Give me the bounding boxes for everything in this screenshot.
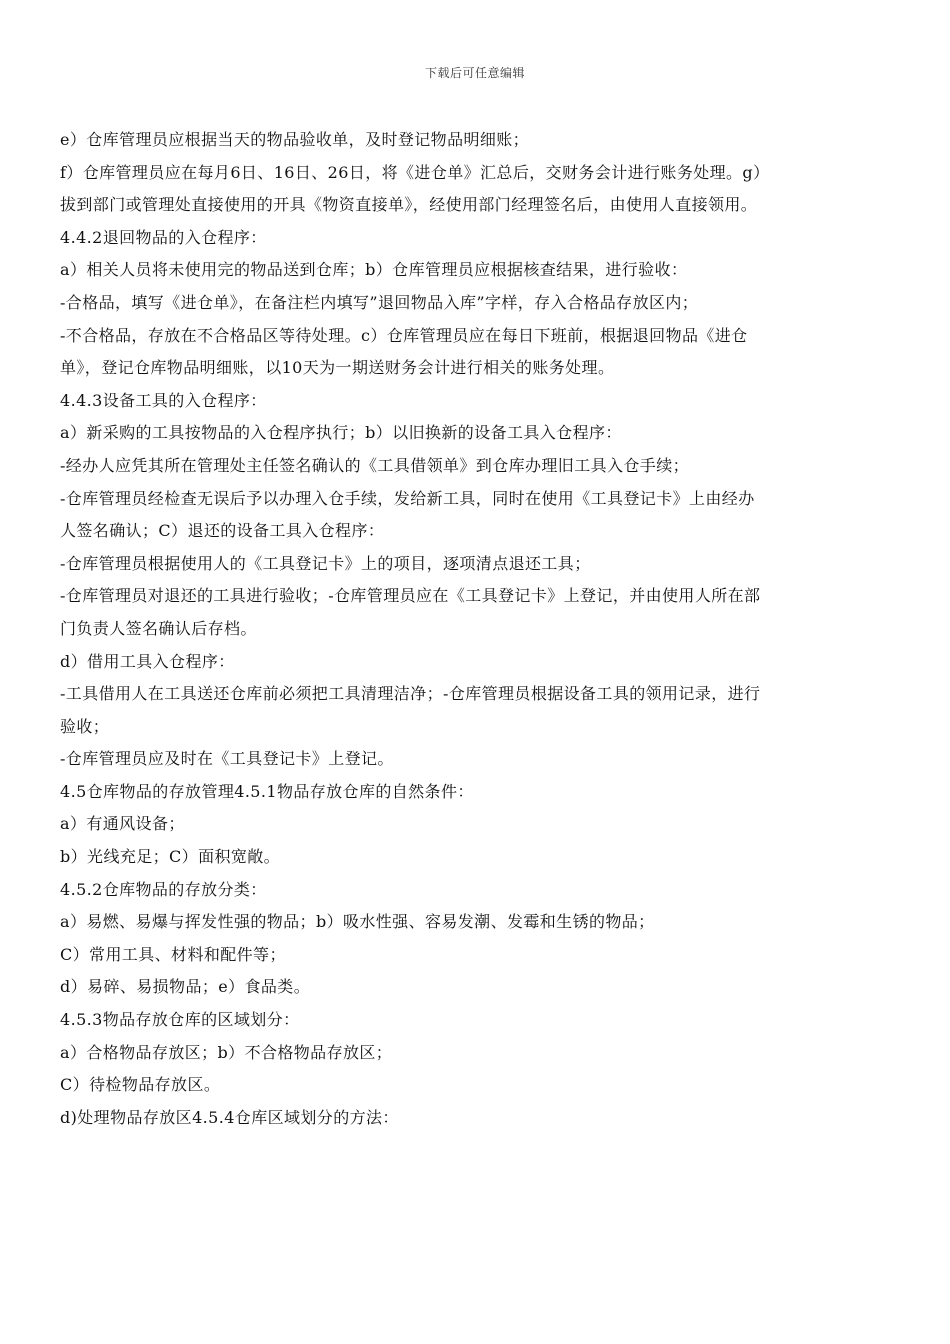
text-line: C）待检物品存放区。 [60,1075,221,1095]
text-line: e）仓库管理员应根据当天的物品验收单，及时登记物品明细账； [60,130,530,149]
text-line: b）光线充足；C）面积宽敞。 [60,847,281,867]
text-line: -仓库管理员经检查无误后予以办理入仓手续，发给新工具，同时在使用《工具登记卡》上由经办 [60,488,755,508]
document-body [60,124,890,1134]
section-heading: 4.4.3设备工具的入仓程序： [60,390,267,410]
text-line: -仓库管理员对退还的工具进行验收；-仓库管理员应在《工具登记卡》上登记，并由使用人所在部 [60,586,761,606]
text-line: 单》，登记仓库物品明细账，以10天为一期送财务会计进行相关的账务处理。 [60,358,615,378]
text-line: -工具借用人在工具送还仓库前必须把工具清理洁净；-仓库管理员根据设备工具的领用记录，进行 [60,684,761,704]
text-line: d)处理物品存放区4.5.4仓库区域划分的方法： [60,1107,399,1127]
text-line: -仓库管理员应及时在《工具登记卡》上登记。 [60,749,394,769]
text-line: f）仓库管理员应在每月6日、16日、26日，将《进仓单》汇总后，交财务会计进行账务处理。g） [60,162,770,182]
text-line: a）易燃、易爆与挥发性强的物品；b）吸水性强、容易发潮、发霉和生锈的物品； [60,912,655,932]
text-line: -经办人应凭其所在管理处主任签名确认的《工具借领单》到仓库办理旧工具入仓手续； [60,455,690,475]
text-line: 人签名确认；C）退还的设备工具入仓程序： [60,521,385,541]
text-line: 验收； [60,716,110,736]
text-line: 拔到部门或管理处直接使用的开具《物资直接单》，经使用部门经理签名后，由使用人直接领用。 [60,195,758,215]
text-line: -不合格品，存放在不合格品区等待处理。c）仓库管理员应在每日下班前，根据退回物品《进仓 [60,325,748,345]
section-heading: 4.5.3物品存放仓库的区域划分： [60,1010,300,1030]
text-line: d）借用工具入仓程序： [60,651,235,671]
text-line: a）合格物品存放区；b）不合格物品存放区； [60,1042,393,1062]
text-line: a）有通风设备； [60,814,185,834]
section-heading: 4.5仓库物品的存放管理4.5.1物品存放仓库的自然条件： [60,781,474,801]
text-line: C）常用工具、材料和配件等； [60,944,286,964]
text-line: -仓库管理员根据使用人的《工具登记卡》上的项目，逐项清点退还工具； [60,553,591,573]
section-heading: 4.4.2退回物品的入仓程序： [60,227,267,247]
text-line: d）易碎、易损物品；e）食品类。 [60,977,311,997]
text-line: a）新采购的工具按物品的入仓程序执行；b）以旧换新的设备工具入仓程序： [60,423,622,443]
page-header: 下载后可任意编辑 [424,66,525,80]
section-heading: 4.5.2仓库物品的存放分类： [60,879,267,899]
text-line: -合格品，填写《进仓单》，在备注栏内填写”退回物品入库”字样，存入合格品存放区内； [60,292,699,312]
text-line: 门负责人签名确认后存档。 [60,618,257,638]
text-line: a）相关人员将未使用完的物品送到仓库；b）仓库管理员应根据核查结果，进行验收： [60,260,688,280]
